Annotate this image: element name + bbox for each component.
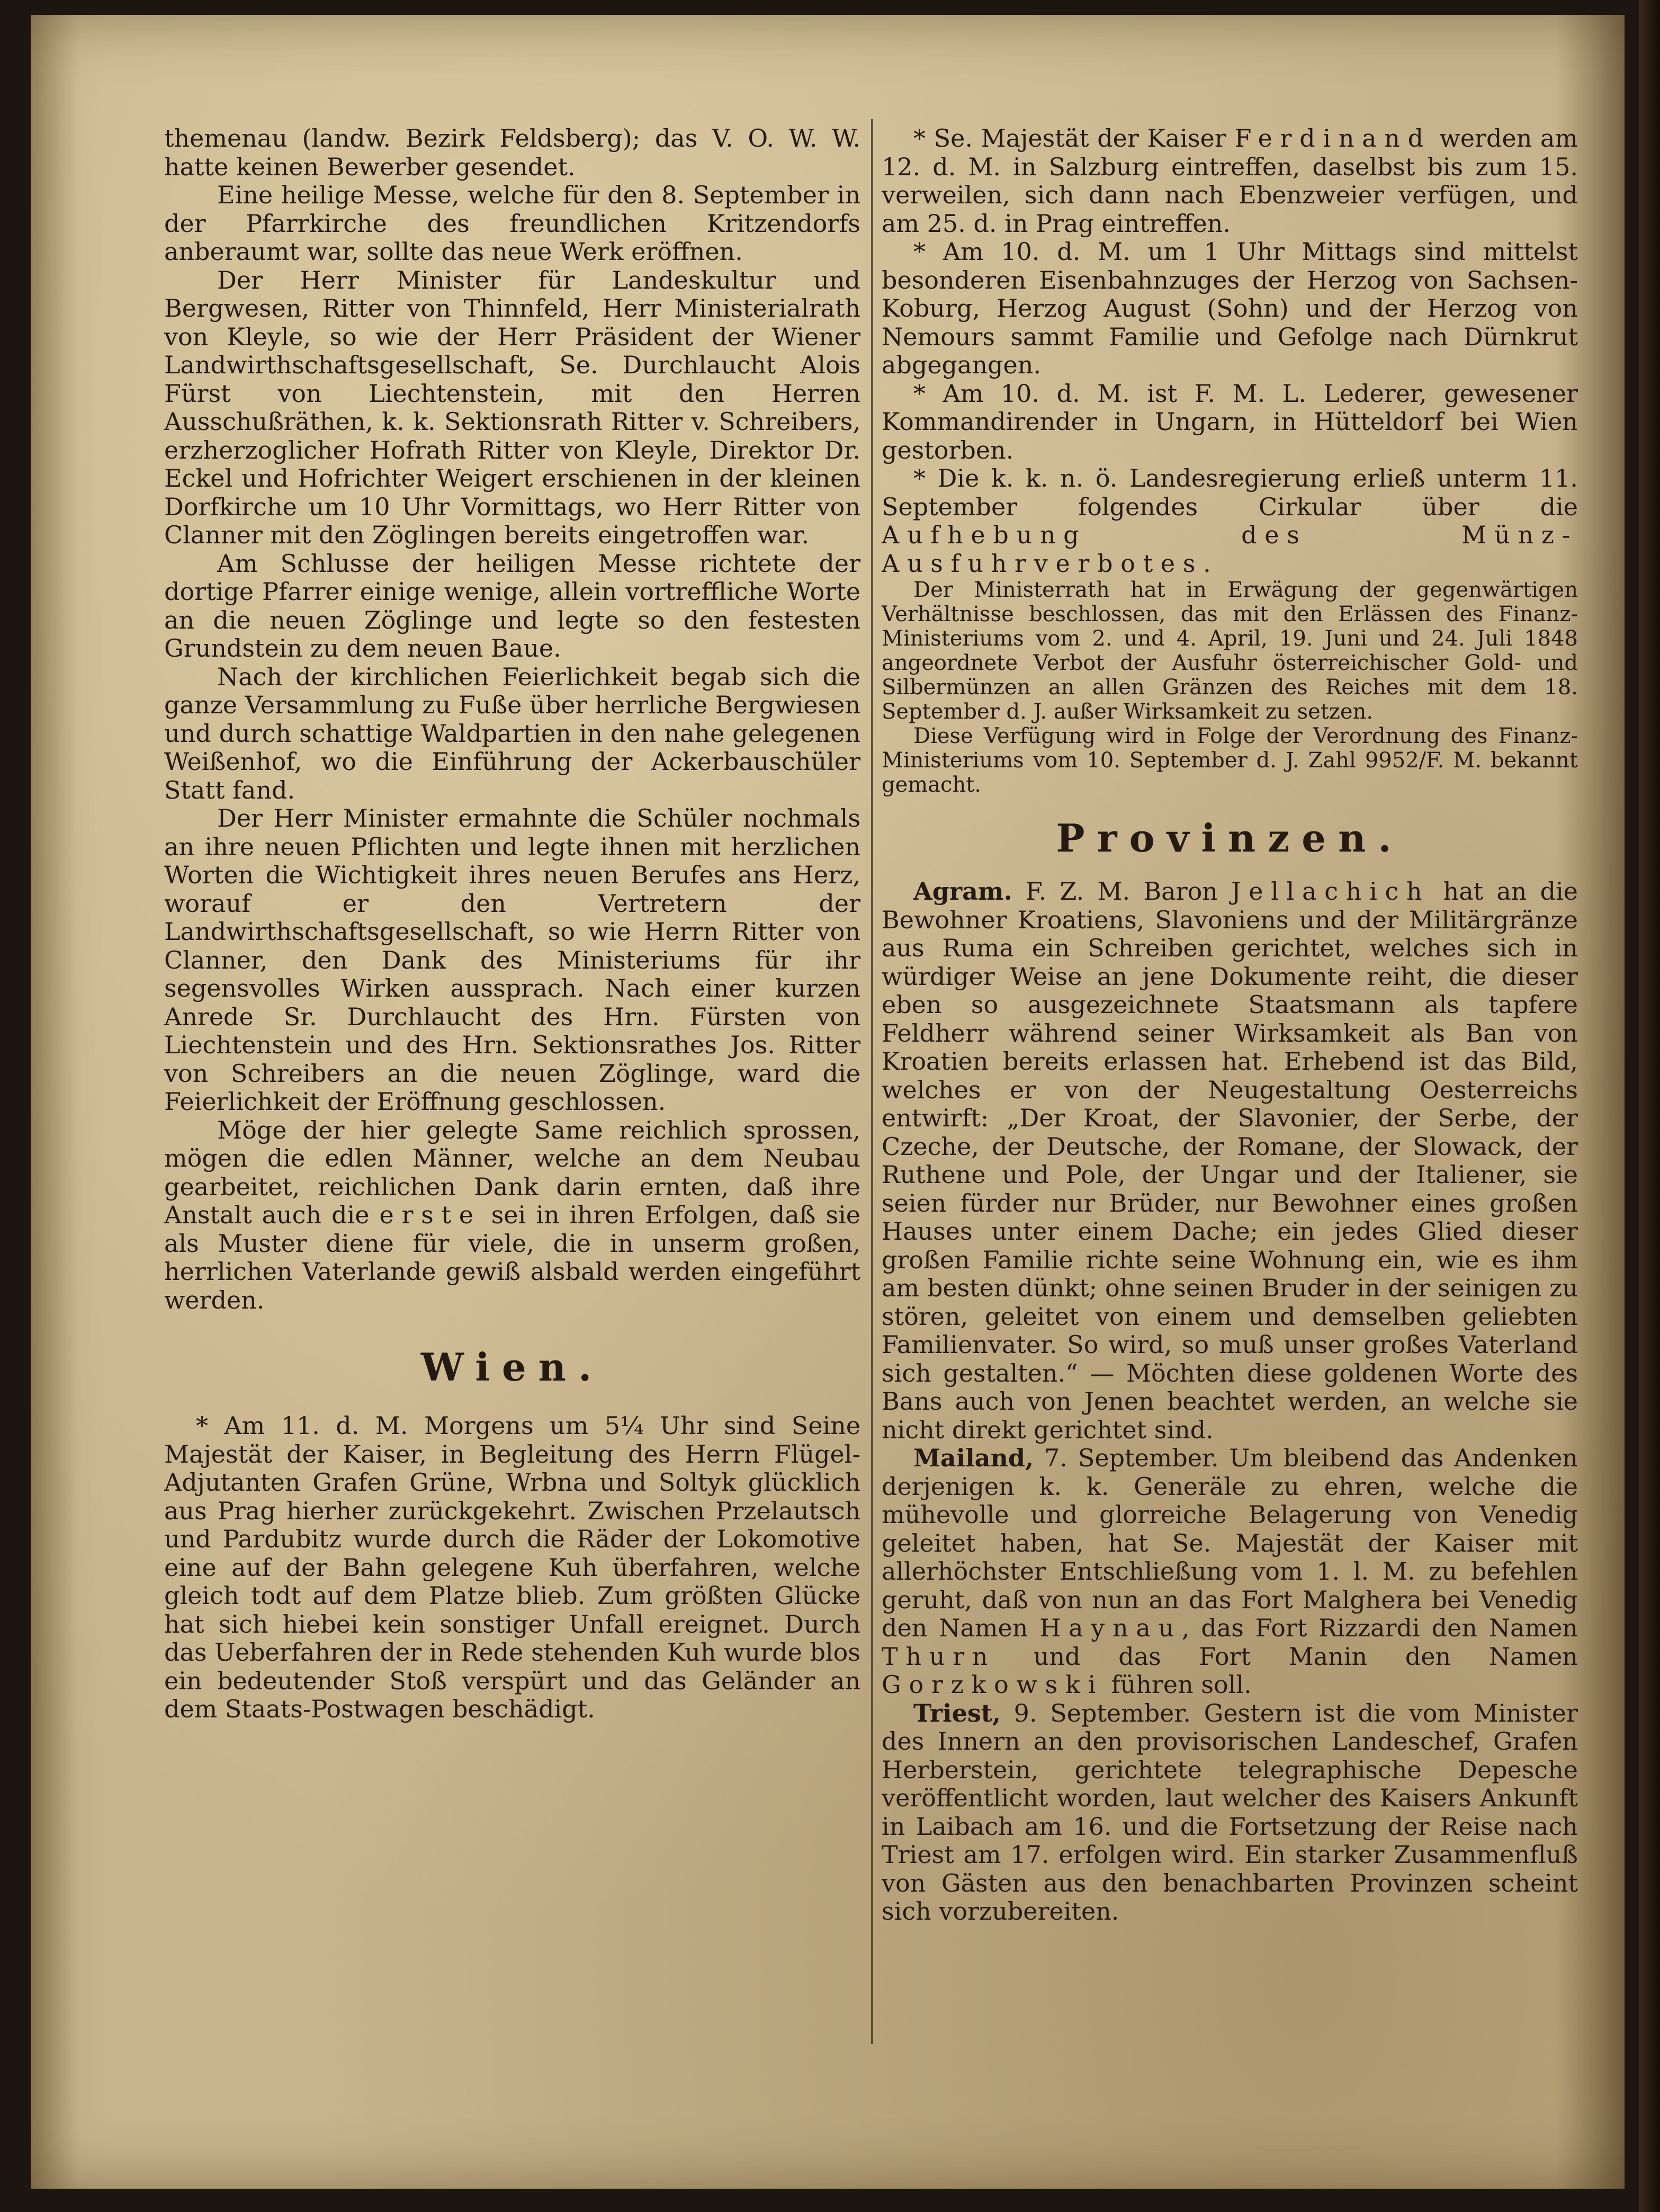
paragraph-minister-speech: Der Herr Minister ermahnte die Schüler nochmals an ihre neuen Pflichten und legte ihnen mit herzlichen Worten die Wichtigkeit ihres neuen Berufes ans Herz, worauf er den Vertretern der Landwirthschaftsgesellschaft, so wie Herrn Ritter von Clanner, den Dank des Ministeriums für ihr segensvolles Wirken aussprach. Nach einer kurzen Anrede Sr. Durchlaucht des Hrn. Fürsten von Liechtenstein und des Hrn. Sektionsrathes Jos. Ritter von Schreibers an die neuen Zöglinge, ward die Feierlichkeit der Eröffnung geschlossen. [164, 804, 860, 1116]
agram-text-a: F. Z. M. Baron [1012, 877, 1232, 906]
closing-wish-text-b: sei in ihren Erfolgen, daß sie als Muster diene für viele, die in unserm großen, herrlichen Vaterlande gewiß alsbald werden eingeführt werden. [164, 1201, 861, 1314]
ferdinand-text-b: werden am 12. d. M. in Salzburg eintreffen, daselbst bis zum 15. verweilen, sich dann nach Ebenzweier verfügen, und am 25. d. in Prag eintreffen. [882, 124, 1578, 238]
closing-wish-emphasis: erste [379, 1201, 481, 1229]
paragraph-mass: Eine heilige Messe, welche für den 8. September in der Pfarrkirche des freundlichen Kritzendorfs anberaumt war, sollte das neue Werk eröffnen. [164, 181, 860, 266]
left-column [164, 124, 860, 1724]
name-thurn: Thurn [882, 1642, 996, 1671]
news-item-ferdinand [882, 124, 1578, 238]
right-column [882, 124, 1578, 1926]
circular-footnote: Diese Verfügung wird in Folge der Verordnung des Finanz-Ministeriums vom 10. September d. J. Zahl 9952/F. M. bekannt gemacht. [882, 724, 1578, 797]
news-item-agram [882, 877, 1578, 1444]
column-divider [871, 119, 873, 2044]
name-gorzkowski: Gorzkowski [882, 1670, 1103, 1699]
page-edge-shadow [1639, 0, 1660, 2212]
mailand-text-a: 7. September. Um bleibend das Andenken derjenigen k. k. Generäle zu ehren, welche die mühevolle und glorreiche Belagerung von Venedig geleitet haben, hat Se. Majestät der Kaiser mit allerhöchster Entschließung vom 1. l. M. zu befehlen geruht, daß von nun an das Fort Malghera bei Venedig den Namen [882, 1444, 1578, 1642]
paragraph-priest: Am Schlusse der heiligen Messe richtete der dortige Pfarrer einige wenige, allein vortreffliche Worte an die neuen Zöglinge und legte so den festesten Grundstein zu dem neuen Baue. [164, 549, 860, 662]
news-item-triest [882, 1699, 1578, 1926]
news-item-special-train: * Am 10. d. M. um 1 Uhr Mittags sind mittelst besonderen Eisenbahnzuges der Herzog von Sachsen-Koburg, Herzog August (Sohn) und der Herzog von Nemours sammt Familie und Gefolge nach Dürnkrut abgegangen. [882, 237, 1578, 379]
paragraph-intro: themenau (landw. Bezirk Feldsberg); das V. O. W. W. hatte keinen Bewerber gesendet. [164, 124, 860, 181]
paragraph-attendees: Der Herr Minister für Landeskultur und Bergwesen, Ritter von Thinnfeld, Herr Ministerialrath von Kleyle, so wie der Herr Präsident der Wiener Landwirthschaftsgesellschaft, Se. Durchlaucht Alois Fürst von Liechtenstein, mit den Herren Ausschußräthen, k. k. Sektionsrath Ritter v. Schreibers, erzherzoglicher Hofrath Ritter von Kleyle, Direktor Dr. Eckel und Hofrichter Weigert erschienen in der kleinen Dorfkirche um 10 Uhr Vormittags, wo Herr Ritter von Clanner mit den Zöglingen bereits eingetroffen war. [164, 265, 860, 549]
mailand-text-d: führen soll. [1103, 1670, 1252, 1699]
dateline-triest: Triest, [913, 1698, 1001, 1727]
news-item-mailand [882, 1444, 1578, 1699]
circular-body: Der Ministerrath hat in Erwägung der gegenwärtigen Verhältnisse beschlossen, das mit den Erlässen des Finanz-Ministeriums vom 2. und 4. April, 19. Juni und 24. Juli 1848 angeordnete Verbot der Ausfuhr österreichischer Gold- und Silbermünzen an allen Gränzen des Reiches mit dem 18. September d. J. außer Wirksamkeit zu setzen. [882, 578, 1578, 724]
section-heading-wien: Wien. [420, 1345, 604, 1390]
circular-title: Aufhebung des Münz-Ausfuhrverbotes. [882, 521, 1578, 578]
paragraph-closing-wish [164, 1116, 860, 1315]
jellachich-name: Jellachich [1231, 877, 1430, 906]
news-item-lederer: * Am 10. d. M. ist F. M. L. Lederer, gewesener Kommandirender in Ungarn, in Hütteldorf bei Wien gestorben. [882, 379, 1578, 464]
dateline-mailand: Mailand, [913, 1444, 1034, 1472]
circular-text: * Die k. k. n. ö. Landesregierung erließ unterm 11. September folgendes Cirkular über die [882, 464, 1578, 521]
ferdinand-name: Ferdinand [1234, 124, 1431, 153]
ferdinand-text-a: * Se. Majestät der Kaiser [913, 124, 1235, 153]
triest-text: 9. September. Gestern ist die vom Minister des Innern an den provisorischen Landeschef, Grafen Herberstein, gerichtete telegraphische Depesche veröffentlicht worden, laut welcher des Kaisers Ankunft in Laibach am 16. und die Fortsetzung der Reise nach Triest am 17. erfolgen wird. Ein starker Zusammenfluß von Gästen aus den benachbarten Provinzen scheint sich vorzubereiten. [882, 1698, 1578, 1926]
paragraph-emperor-return: * Am 11. d. M. Morgens um 5¼ Uhr sind Seine Majestät der Kaiser, in Begleitung des Herrn Flügel-Adjutanten Grafen Grüne, Wrbna und Soltyk glücklich aus Prag hierher zurückgekehrt. Zwischen Przelautsch und Pardubitz wurde durch die Räder der Lokomotive eine auf der Bahn gelegene Kuh überfahren, welche gleich todt auf dem Platze blieb. Zum größten Glücke hat sich hiebei kein sonstiger Unfall ereignet. Durch das Ueberfahren der in Rede stehenden Kuh wurde blos ein bedeutender Stoß verspürt und das Geländer an dem Staats-Postwagen beschädigt. [164, 1411, 860, 1723]
agram-text-b: hat an die Bewohner Kroatiens, Slavoniens und der Militärgränze aus Ruma ein Schreiben gerichtet, welches sich in würdiger Weise an jene Dokumente reiht, die dieser eben so ausgezeichnete Staatsmann als tapfere Feldherr während seiner Wirksamkeit als Ban von Kroatien bereits erlassen hat. Erhebend ist das Bild, welches er von der Neugestaltung Oesterreichs entwirft: „Der Kroat, der Slavonier, der Serbe, der Czeche, der Deutsche, der Romane, der Slowack, der Ruthene und Pole, der Ungar und der Italiener, sie seien fürder nur Brüder, nur Bewohner eines großen Hauses unter einem Dache; ein jedes Glied dieser großen Familie richte seine Wohnung ein, wie es ihm am besten dünkt; ohne seinen Bruder in der seinigen zu stören, geleitet von einem und demselben geliebten Familienvater. So wird, so muß unser großes Vaterland sich gestalten.“ — Möchten diese goldenen Worte des Bans auch von Jenen beachtet werden, an welche sie nicht direkt gerichtet sind. [882, 877, 1578, 1444]
dateline-agram: Agram. [913, 877, 1012, 906]
name-haynau: Haynau [1039, 1614, 1182, 1642]
closing-wish-text-a: Möge der hier gelegte Same reichlich sprossen, mögen die edlen Männer, welche an dem Neubau gearbeitet, reichlichen Dank darin ernten, daß ihre Anstalt auch die [164, 1115, 860, 1229]
mailand-text-c: und das Fort Manin den Namen [995, 1642, 1578, 1671]
mailand-text-b: , das Fort Rizzardi den Namen [1181, 1614, 1578, 1642]
paragraph-procession: Nach der kirchlichen Feierlichkeit begab sich die ganze Versammlung zu Fuße über herrliche Bergwiesen und durch schattige Waldpartien in den nahe gelegenen Weißenhof, wo die Einführung der Ackerbauschüler Statt fand. [164, 662, 860, 804]
section-heading-provinzen: Provinzen. [1056, 816, 1404, 861]
news-item-circular [882, 464, 1578, 578]
